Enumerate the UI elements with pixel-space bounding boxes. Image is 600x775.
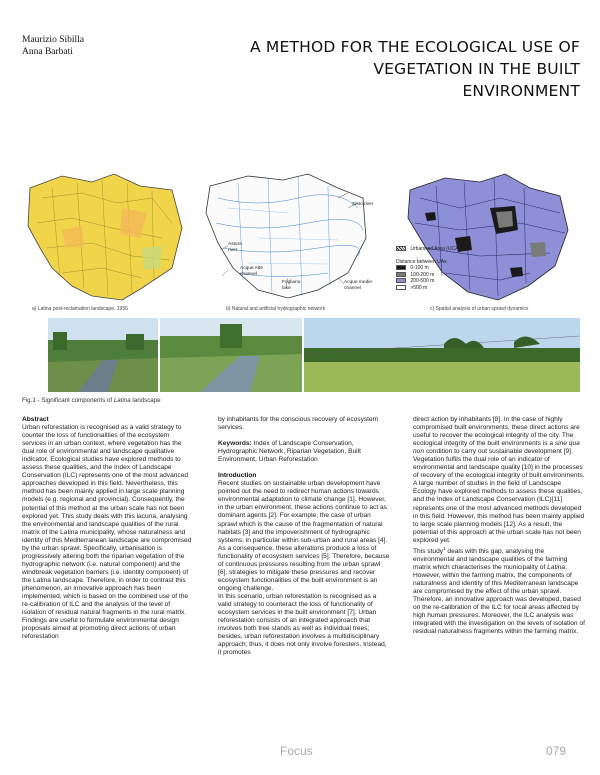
caption-b: b) Natural and artificial hydrographic network [226, 306, 326, 312]
author-2: Anna Barbati [22, 47, 73, 57]
author-1: Maurizio Sibilla [22, 35, 85, 45]
column-3 [413, 416, 585, 636]
map-a [22, 168, 187, 312]
figure-photos [48, 318, 580, 392]
legend-uca-label: Urbanised Area (UCA) [410, 246, 461, 252]
label-acque-medie: Acque medie channel [344, 280, 372, 291]
label-astura-river: Astura river [228, 242, 242, 253]
intro-paragraph-1: Recent studies on sustainable urban development have pointed out the need to redirect human actions towards environmental adaptation to climate change [1]. However, in the urban environment, these actions continue to act as dominant agents [2]. For example, the case of urban sprawl which is the cause of the fragmentation of natural habitats [3] and the impoverishment of hydrographic systems, in particular within sub-urban and rural areas [4]. [218, 480, 388, 544]
keywords [218, 440, 390, 464]
legend-label: 100-200 m [410, 271, 435, 278]
figure-caption-italic: Latina [113, 397, 131, 404]
abstract-text: Urban reforestation is recognised as a valid strategy to counter the loss of functionalities of the ecosystem services in an urban context, where vegetation has the dual role of environmental and landscape qualitative indicator. Ecological studies have explored methods to assess these qualities, and the Index of Landscape Conservation (ILC) represents one of the most advanced approaches developed in this field. Nevertheless, this method has been mainly applied in large scale planning models (e.g. regional and provincial). Consequently, the potential of this method at the urban scale has not been explored yet. This study deals with this lacuna, analysing the environmental and landscape qualities of the rural matrix of the Latina municipality, whose naturalness and identity of this Mediterranean landscape are compromised by the urban sprawl. Specifically, urbanisation is progressively altering both the riparian vegetation of the hydrographic network (i.e. natural component) and the windbreak vegetation barriers (i.e. identity component) of the Latina landscape. Therefore, in order to contrast this phenomenon, an innovative approach has been implemented, which is based on the combined use of the re-calibration of ILC and the analysis of the level of isolation of residual natural fragments in the rural matrix. Findings are useful to formulate environmental design proposals aimed at promoting direct actions of urban reforestation [22, 424, 192, 641]
title-line-2: VEGETATION IN THE BUILT [373, 60, 580, 78]
legend-swatch [396, 278, 406, 283]
authors [22, 34, 84, 58]
col3-paragraph-1 [413, 416, 585, 480]
map-legend [396, 246, 460, 291]
caption-c: c) Spatial analysis of urban sprawl dynamics [430, 306, 529, 312]
photo-canal-1 [48, 318, 158, 392]
legend-swatch [396, 265, 406, 270]
figure-caption [22, 397, 161, 404]
photo-canal-2 [160, 318, 302, 392]
page-number: 079 [546, 744, 567, 758]
legend-distance-title: Distance between UAs [396, 258, 447, 265]
article-title [210, 36, 580, 102]
col3-p3-mid: deals with this gap, analysing the environmental and landscape qualities of the farming matrix which characterises the municipality of [413, 547, 568, 572]
abstract-heading: Abstract [22, 416, 49, 423]
col3-p3-text: This study [413, 547, 444, 555]
figure-caption-tail: landscape [130, 397, 161, 404]
legend-label: >500 m [410, 284, 428, 291]
label-fogliano-lake: Fogliano lake [282, 280, 301, 291]
caption-a: a) Latina post-reclamation landscape, 1956 [32, 306, 128, 312]
introduction-heading: Introduction [218, 472, 257, 480]
col3-p3-italic: Latina [547, 564, 566, 572]
col3-p1-tail: condition to carry out sustainable development [9]. Vegetation fulfils the dual role of an indicator of environmental and landscape quality [10] in the processes of recovery of the ecological integrity of built environments. [413, 448, 585, 480]
label-sisto-river: Sisto river [352, 202, 374, 207]
column-2 [218, 416, 390, 657]
title-line-3: ENVIRONMENT [462, 82, 580, 100]
legend-swatch [396, 272, 406, 277]
map-b [198, 168, 378, 312]
col3-p1-text: direct action by inhabitants [8]. In the case of highly compromised built environments, these direct actions are useful to recover the ecological integrity of the city. The ecological integrity of the built environments is a [413, 416, 580, 448]
col3-paragraph-4: Therefore, an innovative approach was developed, based on the re-calibration of the ILC for local areas affected by high human pressures. Moreover, the ILC analysis was integrated with the investigation on the levels of isolation of residual naturalness fragments within the farming matrix. [413, 596, 585, 636]
legend-label: 0-100 m [410, 265, 429, 271]
title-line-1: A METHOD FOR THE ECOLOGICAL USE OF [249, 38, 580, 56]
footer-section: Focus [280, 744, 313, 758]
legend-uca-swatch [396, 246, 406, 251]
col3-p3-tail: . However, within the farming matrix, the components of naturalness and identity of this Mediterranean landscape are compromised by the effect of the urban sprawl. [413, 564, 579, 596]
abstract-continuation: by inhabitants for the conscious recovery of ecosystem services. [218, 416, 379, 432]
legend-label: 200-500 m [410, 278, 435, 284]
keywords-text: Index of Landscape Conservation, Hydrographic Network, Riparian Vegetation, Built Environment, Urban Reforestation [218, 440, 361, 464]
footnote-ref[interactable]: 1 [443, 545, 446, 551]
col3-p1-italic: sine qua non [413, 440, 580, 456]
legend-item [396, 285, 460, 292]
label-acque-alte: Acque Alte channel [240, 266, 263, 277]
keywords-label: Keywords: [218, 440, 252, 448]
legend-uca [396, 246, 460, 253]
col3-paragraph-3 [413, 545, 585, 596]
col3-paragraph-2: A large number of studies in the field of Landscape Ecology have explored methods to assess these qualities, and the Index of Landscape Conservation (ILC)[11] represents one of the most advanced methods developed in this field. However, this method has been mainly applied to large scale planning models [12]. As a result, the potential of this approach at the urban scale has not been explored yet. [413, 480, 585, 544]
column-1 [22, 416, 194, 641]
intro-paragraph-2: As a consequence, these alterations produce a loss of functionality of ecosystem services [5]. Therefore, because of continuous pressures resulting from the urban sprawl [6], strategies to mitigate these pressures and recover ecosystem functionalities of the built environment is an ongoing challenge. [218, 544, 390, 592]
figure-caption-text: Fig.1 - Significant components of [22, 397, 114, 404]
figure-maps [22, 168, 578, 316]
legend-swatch [396, 285, 406, 290]
map-a-graphic [22, 168, 187, 308]
intro-paragraph-3: In this scenario, urban reforestation is recognised as a valid strategy to counteract the loss of functionality of ecosystem services in the built environment [7]. Urban reforestation consists of an integrated approach that involves both tree stands as well as individual trees; besides, urban reforestation involves a multidisciplinary approach; thus, it does not only involve foresters. Instead, it promotes [218, 592, 387, 657]
photo-landscape [304, 318, 580, 392]
